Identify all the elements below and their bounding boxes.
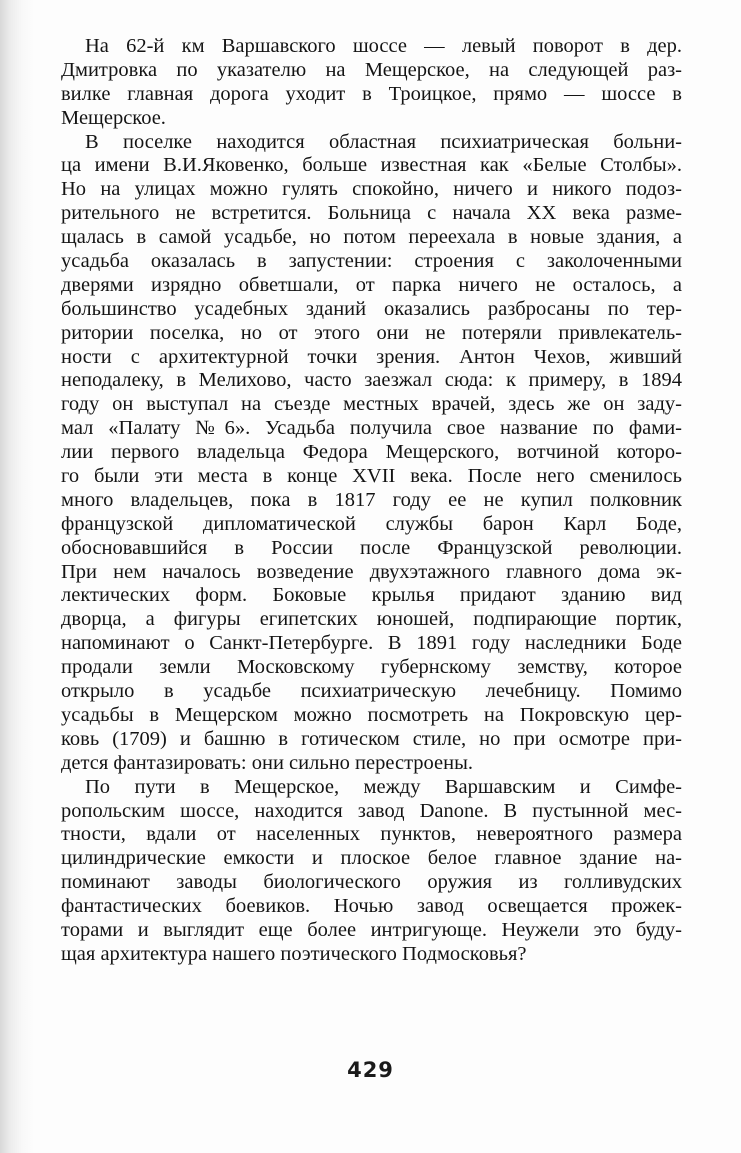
text-line: лектических форм. Боковые крылья придают зданию вид [61,584,682,607]
text-line: напоминают о Санкт-Петербурге. В 1891 году наследники Боде [61,632,682,655]
text-line: усадьба оказалась в запустении: строения с заколоченными [61,250,682,273]
text-line: поминают заводы биологического оружия из голливудских [61,871,682,894]
text-line: ритории поселка, но от этого они не потеряли привлекатель- [61,321,682,344]
text-line: ности с архитектурной точки зрения. Антон Чехов, живший [61,345,682,368]
body-text [61,35,682,967]
text-line: торами и выглядит еще более интригующе. Неужели это буду- [61,918,682,941]
text-line: цилиндрические емкости и плоское белое главное здание на- [61,847,682,870]
text-line: тности, вдали от населенных пунктов, невероятного размера [61,823,682,846]
text-line: Но на улицах можно гулять спокойно, ничего и никого подоз- [61,178,682,201]
text-line: ропольским шоссе, находится завод Danone. В пустынной мес- [61,799,682,822]
text-line: Дмитровка по указателю на Мещерское, на следующей раз- [61,58,682,81]
text-line: При нем началось возведение двухэтажного главного дома эк- [61,560,682,583]
text-line: дворца, а фигуры египетских юношей, подпирающие портик, [61,608,682,631]
text-line: щалась в самой усадьбе, но потом переехала в новые здания, а [61,226,682,249]
text-line: фантастических боевиков. Ночью завод освещается прожек- [61,895,682,918]
text-line: щая архитектура нашего поэтического Подмосковья? [61,942,527,965]
text-line: усадьбы в Мещерском можно посмотреть на Покровскую цер- [61,703,682,726]
text-line: французской дипломатической службы барон Карл Боде, [61,512,682,535]
text-line: Мещерское. [61,106,166,129]
text-line: На 62-й км Варшавского шоссе — левый поворот в дер. [85,35,682,57]
text-line: дверями изрядно обветшали, от парка ничего не осталось, а [61,273,682,296]
text-line: В поселке находится областная психиатрическая больни- [85,130,682,153]
text-line: неподалеку, в Мелихово, часто заезжал сюда: к примеру, в 1894 [61,369,682,392]
text-line: открыло в усадьбе психиатрическую лечебницу. Помимо [61,680,682,703]
text-line: дется фантазировать: они сильно перестроены. [61,751,473,774]
text-line: обосновавшийся в России после Французской революции. [61,536,682,559]
text-line: По пути в Мещерское, между Варшавским и Симфе- [85,775,682,798]
text-line: мал «Палату №6». Усадьба получила свое название по фами- [61,417,682,440]
text-line: много владельцев, пока в 1817 году ее не купил полковник [61,488,682,511]
text-line: году он выступал на съезде местных врачей, здесь же он заду- [61,393,682,416]
text-line: вилке главная дорога уходит в Троицкое, прямо — шоссе в [61,82,682,105]
text-line: продали земли Московскому губернскому земству, которое [61,656,682,679]
scan-edge-shadow [0,0,34,1153]
text-line: ковь (1709) и башню в готическом стиле, но при осмотре при- [61,727,682,750]
text-line: рительного не встретится. Больница с начала XX века разме- [61,202,682,225]
page-number: 429 [347,1058,394,1082]
text-line: го были эти места в конце XVII века. После него сменилось [61,465,682,488]
text-line: большинство усадебных зданий оказались разбросаны по тер- [61,297,682,320]
text-line: ца имени В.И.Яковенко, больше известная как «Белые Столбы». [61,154,682,177]
text-line: лии первого владельца Федора Мещерского, вотчиной которо- [61,441,682,464]
